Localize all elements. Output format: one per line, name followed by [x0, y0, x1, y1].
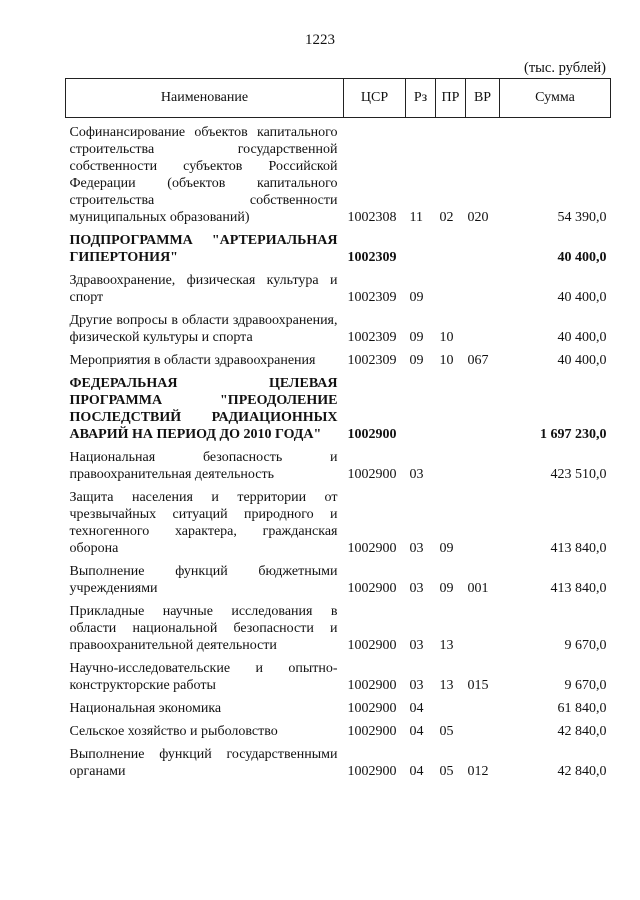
- table-row: [66, 446, 611, 486]
- cell-rz: 04: [409, 764, 424, 779]
- cell-sum: 40 400,0: [557, 330, 607, 345]
- cell-name: Защита населения и территории от чрезвычайных ситуаций природного и техногенного характера, гражданская оборона: [69, 490, 338, 556]
- table-row: [66, 269, 611, 309]
- cell-pr: [436, 229, 466, 269]
- cell-vr: [466, 600, 500, 657]
- cell-sum: 42 840,0: [557, 764, 607, 779]
- table-row: [66, 372, 611, 446]
- table-row: [66, 720, 611, 743]
- cell-name: Другие вопросы в области здравоохранения, физической культуры и спорта: [69, 313, 338, 345]
- cell-sum: 54 390,0: [557, 210, 607, 225]
- cell-vr: [466, 269, 500, 309]
- table-row: [66, 486, 611, 560]
- table-row: [66, 560, 611, 600]
- header-rz: Рз: [406, 79, 436, 118]
- cell-pr: [436, 446, 466, 486]
- cell-name: ФЕДЕРАЛЬНАЯ ЦЕЛЕВАЯ ПРОГРАММА "ПРЕОДОЛЕНИЕ ПОСЛЕДСТВИЙ РАДИАЦИОННЫХ АВАРИЙ НА ПЕРИОД ДО 2010 ГОДА": [69, 376, 338, 442]
- cell-name: Здравоохранение, физическая культура и спорт: [69, 273, 338, 305]
- cell-sum: 40 400,0: [557, 353, 607, 368]
- cell-pr: 10: [439, 353, 454, 368]
- cell-csr: 1002900: [347, 724, 397, 739]
- cell-name: Научно-исследовательские и опытно-конструкторские работы: [69, 661, 338, 693]
- cell-name: Национальная безопасность и правоохранительная деятельность: [69, 450, 338, 482]
- cell-csr: 1002308: [347, 210, 397, 225]
- cell-pr: 10: [439, 330, 454, 345]
- cell-pr: 09: [439, 541, 454, 556]
- page-number: 1223: [305, 32, 335, 48]
- cell-rz: 03: [409, 581, 424, 596]
- table-row: [66, 309, 611, 349]
- cell-pr: 13: [439, 638, 454, 653]
- cell-csr: 1002900: [347, 541, 397, 556]
- cell-csr: 1002309: [347, 330, 397, 345]
- cell-sum: 40 400,0: [557, 290, 607, 305]
- cell-sum: 413 840,0: [550, 541, 607, 556]
- table-header: [66, 79, 611, 118]
- table-row: [66, 697, 611, 720]
- table-body: [66, 118, 611, 784]
- cell-name: Выполнение функций государственными органами: [69, 747, 338, 779]
- cell-vr: [466, 697, 500, 720]
- cell-rz: 09: [409, 353, 424, 368]
- cell-vr: 015: [467, 678, 489, 693]
- cell-csr: 1002309: [347, 290, 397, 305]
- cell-vr: [466, 486, 500, 560]
- units-label: (тыс. рублей): [524, 60, 606, 76]
- cell-vr: [466, 372, 500, 446]
- cell-rz: 09: [409, 330, 424, 345]
- cell-rz: 09: [409, 290, 424, 305]
- cell-sum: 423 510,0: [550, 467, 607, 482]
- table-row: [66, 229, 611, 269]
- cell-sum: 9 670,0: [564, 678, 607, 693]
- cell-rz: 11: [409, 210, 423, 225]
- cell-sum: 1 697 230,0: [540, 427, 607, 442]
- header-pr: ПР: [436, 79, 466, 118]
- cell-csr: 1002900: [347, 467, 397, 482]
- cell-name: Мероприятия в области здравоохранения: [69, 353, 316, 368]
- cell-rz: 03: [409, 467, 424, 482]
- cell-pr: 05: [439, 764, 454, 779]
- cell-sum: 61 840,0: [557, 701, 607, 716]
- cell-name: ПОДПРОГРАММА "АРТЕРИАЛЬНАЯ ГИПЕРТОНИЯ": [69, 233, 338, 265]
- table-row: [66, 600, 611, 657]
- cell-name: Прикладные научные исследования в области национальной безопасности и правоохранительной деятельности: [69, 604, 338, 653]
- cell-rz: 03: [409, 541, 424, 556]
- cell-vr: 012: [467, 764, 489, 779]
- cell-sum: 40 400,0: [557, 250, 607, 265]
- cell-csr: 1002900: [347, 581, 397, 596]
- cell-csr: 1002900: [347, 638, 397, 653]
- table-row: [66, 743, 611, 783]
- cell-rz: [406, 372, 436, 446]
- header-csr: ЦСР: [344, 79, 406, 118]
- cell-csr: 1002309: [347, 250, 397, 265]
- header-sum: Сумма: [500, 79, 611, 118]
- cell-pr: 05: [439, 724, 454, 739]
- cell-vr: [466, 229, 500, 269]
- header-vr: ВР: [466, 79, 500, 118]
- table-row: [66, 349, 611, 372]
- cell-rz: 04: [409, 701, 424, 716]
- cell-csr: 1002900: [347, 678, 397, 693]
- cell-rz: 03: [409, 638, 424, 653]
- cell-pr: [436, 697, 466, 720]
- cell-csr: 1002900: [347, 427, 397, 442]
- cell-rz: 03: [409, 678, 424, 693]
- cell-rz: 04: [409, 724, 424, 739]
- budget-table: [65, 78, 611, 783]
- header-name: Наименование: [66, 79, 344, 118]
- cell-vr: [466, 720, 500, 743]
- table-row: [66, 118, 611, 230]
- cell-vr: 020: [467, 210, 489, 225]
- cell-name: Выполнение функций бюджетными учреждениями: [69, 564, 338, 596]
- cell-pr: [436, 372, 466, 446]
- cell-vr: 067: [467, 353, 489, 368]
- cell-vr: 001: [467, 581, 489, 596]
- cell-vr: [466, 309, 500, 349]
- cell-vr: [466, 446, 500, 486]
- cell-name: Софинансирование объектов капитального строительства государственной собственности субъектов Российской Федерации (объектов капитального строительства собственности муниципальных образований): [69, 125, 338, 225]
- cell-sum: 9 670,0: [564, 638, 607, 653]
- cell-csr: 1002309: [347, 353, 397, 368]
- cell-sum: 413 840,0: [550, 581, 607, 596]
- cell-name: Национальная экономика: [69, 701, 222, 716]
- cell-csr: 1002900: [347, 701, 397, 716]
- cell-pr: 13: [439, 678, 454, 693]
- cell-pr: [436, 269, 466, 309]
- cell-pr: 02: [439, 210, 454, 225]
- cell-csr: 1002900: [347, 764, 397, 779]
- cell-rz: [406, 229, 436, 269]
- table-row: [66, 657, 611, 697]
- cell-sum: 42 840,0: [557, 724, 607, 739]
- cell-name: Сельское хозяйство и рыболовство: [69, 724, 278, 739]
- cell-pr: 09: [439, 581, 454, 596]
